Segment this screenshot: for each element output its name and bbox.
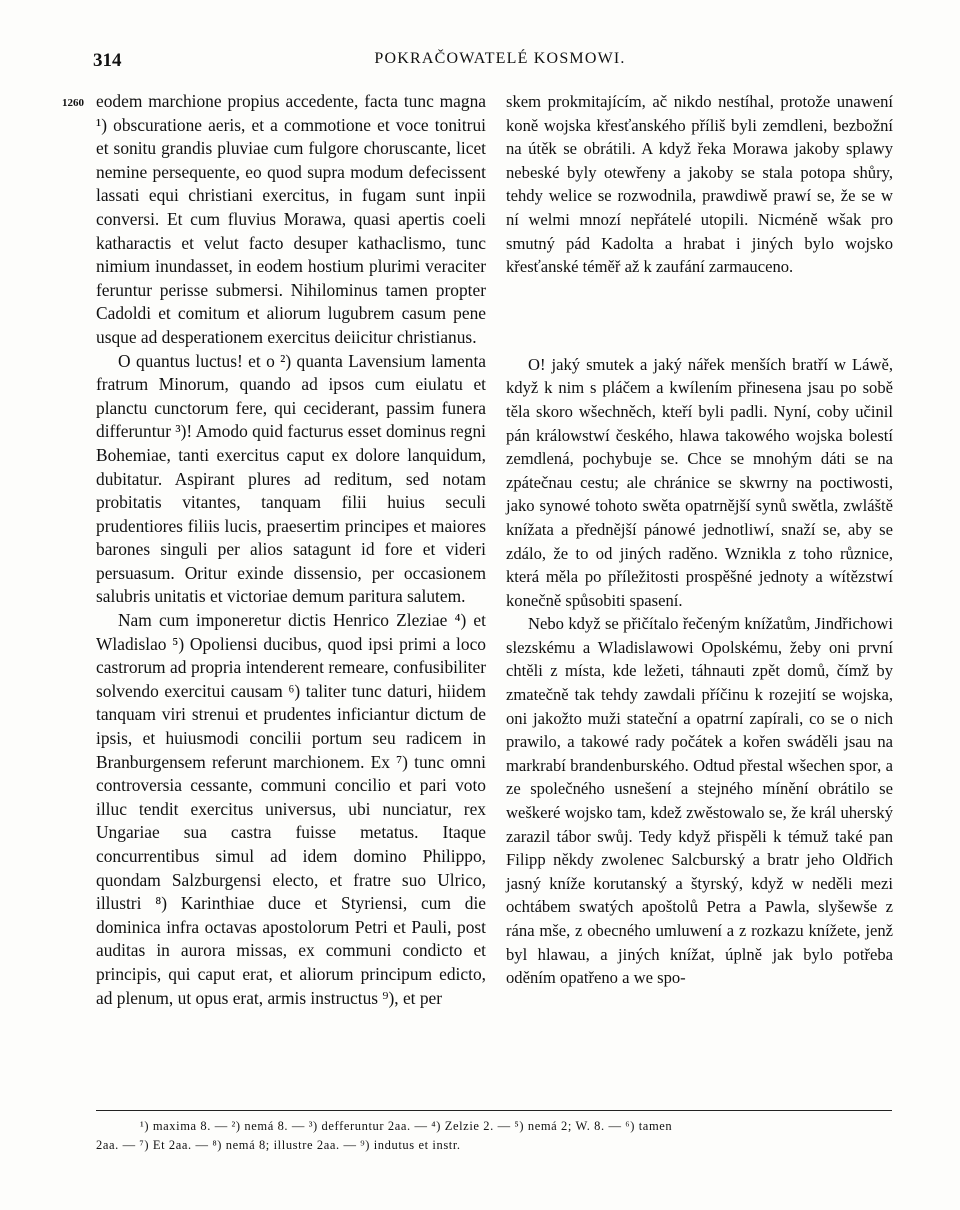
footnote-divider xyxy=(96,1110,892,1111)
czech-paragraph-3: Nebo když se přičítalo řečeným knížatům, Jindřichowi slezskému a Wladislawowi Opolskému, žeby oni první chtěli z místa, kde ležeti, táhnauti zpět domů, čímž by zmatečně tak tehdy zawdali příčinu k rozejití se wojska, oni jakožto muži stateční a opatrní zapírali, co se o nich prawilo, a takowé rady počátek a kořen swáděli jsau na markrabí brandenburského. Odtud přestal wšechen spor, a ze společného usnešení a stejného mínění obrátilo se weškeré wojsko tam, kdež zwěstowalo se, že král uherský zarazil tábor swůj. Tedy když přispěli k témuž také pan Filipp někdy zwolenec Salcburský a bratr jeho Oldřich jasný kníže korutanský a štyrský, když w neděli mezi ochtábem swatých apoštolů Petra a Pawla, slyšewše z rána mše, z obecného umluwení a z rozkazu knížete, jenž byl hlawau, a jiných knížat, úplně jak bylo potřeba oděním opatřeno a we spo- xyxy=(506,614,893,988)
czech-column xyxy=(506,90,893,990)
footnote-line-1: ¹) maxima 8. — ²) nemá 8. — ³) defferuntur 2aa. — ⁴) Zelzie 2. — ⁵) nemá 2; W. 8. — ⁶) tamen xyxy=(140,1119,673,1133)
footnote-line-2: 2aa. — ⁷) Et 2aa. — ⁸) nemá 8; illustre 2aa. — ⁹) indutus et instr. xyxy=(96,1138,461,1152)
running-title: POKRAČOWATELÉ KOSMOWI. xyxy=(374,50,626,67)
footnotes xyxy=(96,1117,896,1155)
latin-paragraph-3: Nam cum imponeretur dictis Henrico Zleziae ⁴) et Wladislao ⁵) Opoliensi ducibus, quod ipsi primi a loco castrorum ad propria intenderent remeare, confusibiliter solvendo exercitui causam ⁶) taliter tunc daturi, hiidem tanquam viri strenui et prudentes inficiantur dictum de ipsis, et huiusmodi concilii portum seu radicem in Branburgensem referunt marchionem. Ex ⁷) tunc omni controversia cessante, communi concilio et pari voto illuc tendit exercitus universus, ubi nunciatur, rex Ungariae sua castra fuisse metatus. Itaque concurrentibus simul ad idem domino Philippo, quondam Salzburgensi electo, et fratre suo Ulrico, illustri ⁸) Karinthiae duce et Styriensi, cum die dominica infra octavas apostolorum Petri et Pauli, post auditas in aurora missas, ex communi condicto et principis, qui caput erat, et aliorum principum edicto, ad plenum, ut opus erat, armis instructus ⁹), et per xyxy=(96,610,486,1008)
czech-paragraph-2: O! jaký smutek a jaký nářek menších bratří w Láwě, když k nim s pláčem a kwílením přinesena jsau po sobě těla skoro wšechněch, kteří byli padli. Nyní, coby učinil pán králowstwí českého, hlawa takowého wojska bolestí zemdlená, pochybuje se. Chce se mnohým dáti se na zpátečnau cestu; ale chránice se skwrny na poctiwosti, jako synowé tohoto swěta opatrnější synů swětla, zwláště knížata a přednější pánowé jednotliwí, snaží se, aby se zdálo, že to od jiných raděno. Wznikla z toho různice, která měla po příležitosti prospěšné jednoty a wítězstwí konečně spůsobiti spasení. xyxy=(506,354,893,610)
latin-column xyxy=(96,90,486,1010)
year-marker: 1260 xyxy=(62,97,84,109)
latin-paragraph-1: eodem marchione propius accedente, facta tunc magna ¹) obscuratione aeris, et a commotione et voce tonitrui et sonitu grandis pluviae cum fulgore choruscante, licet nemine persequente, eo quod supra modum defecissent lassati equi christiani exercitus, in fugam sunt inpii conversi. Et cum fluvius Morawa, quasi apertis coeli katharactis et velut facto desuper kathaclismo, tunc nimium inundasset, in eodem hostium plurimi veraciter feruntur perisse submersi. Nihilominus tamen propter Cadoldi et comitum et aliorum lugubrem casum pene usque ad desperationem exercitus deiicitur christianus. xyxy=(96,91,486,347)
czech-paragraph-1: skem prokmitajícím, ač nikdo nestíhal, protože unawení koně wojska křesťanského příliš byli zemdleni, bezbožní na útěk se obrátili. A když řeka Morawa jakoby splawy nebeské byly otewřeny a jakoby se stala potopa shůry, tehdy welice se rozwodnila, prawdiwě prawí se, že se w ní welmi mnozí nepřátelé utopili. Nicméně wšak pro smutný pád Kadolta a hrabat i jiných bylo wojsko křesťanské téměř až k zaufání zarmauceno. xyxy=(506,92,893,277)
page-number: 314 xyxy=(93,50,122,71)
latin-paragraph-2: O quantus luctus! et o ²) quanta Lavensium lamenta fratrum Minorum, quando ad ipsos cum eiulatu et planctu cunctorum fere, qui ceciderant, passim funera differuntur ³)! Amodo quid facturus esset dominus regni Bohemiae, tanti exercitus caput ex dolore lanquidum, dubitatur. Aspirant plures ad reditum, sed notam probitatis vitantes, tanquam filii huius seculi prudentiores filiis lucis, praesertim principes et maiores barones singuli per alios satagunt id fore et videri persuasum. Oritur exinde dissensio, per occasionem salubris unitatis et victoriae demum paritura salutem. xyxy=(96,350,486,607)
